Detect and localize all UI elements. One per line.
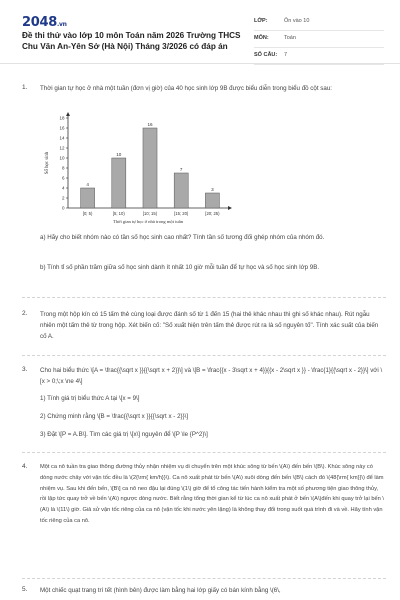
meta-value: Ôn vào 10 (284, 18, 310, 24)
question-subpart: 2) Chứng minh rằng \[B = \frac{{\sqrt x }}{{\sqrt x - 2}}\] (40, 413, 189, 420)
x-axis-label: Thời gian tự học ở nhà trong một tuần (112, 219, 184, 224)
logo-suffix: .vn (56, 21, 67, 28)
meta-label: SỐ CÂU: (254, 52, 278, 58)
x-tick-label: [0; 5) (82, 211, 93, 216)
y-tick-label: 2 (61, 195, 65, 201)
question-subpart: 3) Đặt \[P = A.B\]. Tìm các giá trị \[x\] nguyên để \[P \le {P^2}\] (40, 431, 208, 438)
bar-value-label: 4 (86, 182, 89, 187)
x-tick-label: [10; 15) (142, 211, 158, 216)
bar-value-label: 3 (211, 187, 214, 192)
y-axis-arrow (66, 112, 70, 116)
chart-bar (174, 173, 188, 208)
question-text: Trong một hộp kín có 15 tấm thẻ cùng loại được đánh số từ 1 đến 15 (hai thẻ khác nhau thì ghi số khác nhau). Rút ngẫu nhiên một tấm thẻ từ trong hộp. Xét biến cố: "Số xuất hiện trên tấm thẻ được rút ra là số nguyên tố". Tính xác suất của biến cố A. (40, 311, 379, 340)
y-tick-label: 0 (61, 205, 65, 211)
bar-chart-svg (40, 110, 240, 225)
y-tick-label: 6 (61, 175, 65, 181)
chart-bar (81, 188, 95, 208)
chart-bar (205, 193, 219, 208)
meta-row-subject (254, 31, 384, 48)
question-text: Thời gian tự học ở nhà một tuần (đơn vị giờ) của 40 học sinh lớp 9B được biểu diễn trong biểu đồ cột sau: (40, 85, 332, 92)
chart-bar (112, 158, 126, 208)
question-divider (22, 578, 386, 579)
question-number: 1. (22, 84, 28, 91)
question-divider (22, 452, 386, 453)
question-divider (22, 355, 386, 356)
meta-row-class (254, 14, 384, 31)
meta-label: MÔN: (254, 35, 269, 41)
y-tick-label: 12 (59, 145, 65, 151)
x-tick-label: [5; 10) (112, 211, 125, 216)
meta-value: Toán (284, 35, 296, 41)
y-tick-label: 8 (61, 165, 65, 171)
site-logo[interactable] (22, 15, 67, 30)
bar-value-label: 16 (147, 122, 153, 127)
question-subpart: b) Tính tỉ số phần trăm giữa số học sinh dành ít nhất 10 giờ mỗi tuần để tự học và số học sinh lớp 9B. (40, 264, 320, 271)
document-title: Đề thi thử vào lớp 10 môn Toán năm 2026 Trường THCS Chu Văn An-Yên Sở (Hà Nội) Tháng 3/2026 có đáp án (22, 31, 241, 51)
question-subpart: a) Hãy cho biết nhóm nào có tần số học sinh cao nhất? Tính tần số tương đối ghép nhóm của nhóm đó. (40, 234, 325, 241)
question-number: 3. (22, 366, 28, 373)
document-meta (254, 14, 384, 65)
y-axis-label: Số học sinh (45, 151, 50, 175)
question-text: Một ca nô tuần tra giao thông đường thủy nhận nhiệm vụ di chuyển trên một khúc sông từ bến \(A\) đến bến \(B\). Khúc sông này có dòng nước chảy với vận tốc đều là \(2{\rm{ km/h}}\). Ca nô xuất phát từ bến \(A\) xuôi dòng đến bến \(B\) cách đó \(48{\rm{ km}}\) để làm nhiệm vụ. Sau khi đến bến, \[B\] ca nô neo đậu lại đúng \(1\) giờ để tổ công tác tiến hành kiểm tra một số phương tiện giao thông thủy, rồi lập tức quay trở về bến \(A\) ngược dòng nước. Biết rằng tổng thời gian kể từ lúc ca nô xuất phát ở bến \(A\)đến khi quay trở lại bến \(A\) là \(11\) giờ. Giả sử vận tốc riêng của ca nô (vận tốc khi nước yên lặng) là không thay đổi trong suốt quá trình đi và về. Hãy tính vận tốc riêng của ca nô. (40, 464, 384, 524)
x-tick-label: [15; 20) (174, 211, 189, 216)
question-text: Một chiếc quạt trang trí tết (hình bên) được làm bằng hai lớp giấy có bán kính bằng \(6\, (40, 587, 281, 594)
meta-value: 7 (284, 52, 288, 58)
question-number: 4. (22, 463, 28, 470)
bar-chart (40, 110, 240, 225)
question-number: 5. (22, 586, 28, 593)
meta-label: LỚP: (254, 18, 268, 24)
question-divider (22, 297, 386, 298)
y-tick-label: 14 (59, 135, 65, 141)
question-number: 2. (22, 310, 28, 317)
chart-bar (143, 128, 157, 208)
meta-row-count (254, 48, 384, 65)
bar-value-label: 10 (116, 152, 122, 157)
logo-text: 2048 (22, 15, 57, 30)
y-tick-label: 10 (59, 155, 65, 161)
question-text: Cho hai biểu thức \[A = \frac{{\sqrt x }}{{\sqrt x + 2}}\] và \[B = \frac{{x - 3\sqrt x + 4}}{{x - 2\sqrt x }} - \frac{1}{{\sqrt x - 2}}\] với \[x > 0;\;x \ne 4\] (40, 367, 383, 385)
bar-value-label: 7 (179, 167, 183, 172)
question-subpart: 1) Tính giá trị biểu thức A tại \[x = 9\] (40, 395, 140, 402)
x-tick-label: [20; 25) (205, 211, 220, 216)
x-axis-arrow (228, 206, 232, 210)
y-tick-label: 4 (61, 185, 65, 191)
y-tick-label: 16 (59, 125, 65, 131)
page-header (0, 0, 400, 64)
y-tick-label: 18 (59, 115, 65, 121)
